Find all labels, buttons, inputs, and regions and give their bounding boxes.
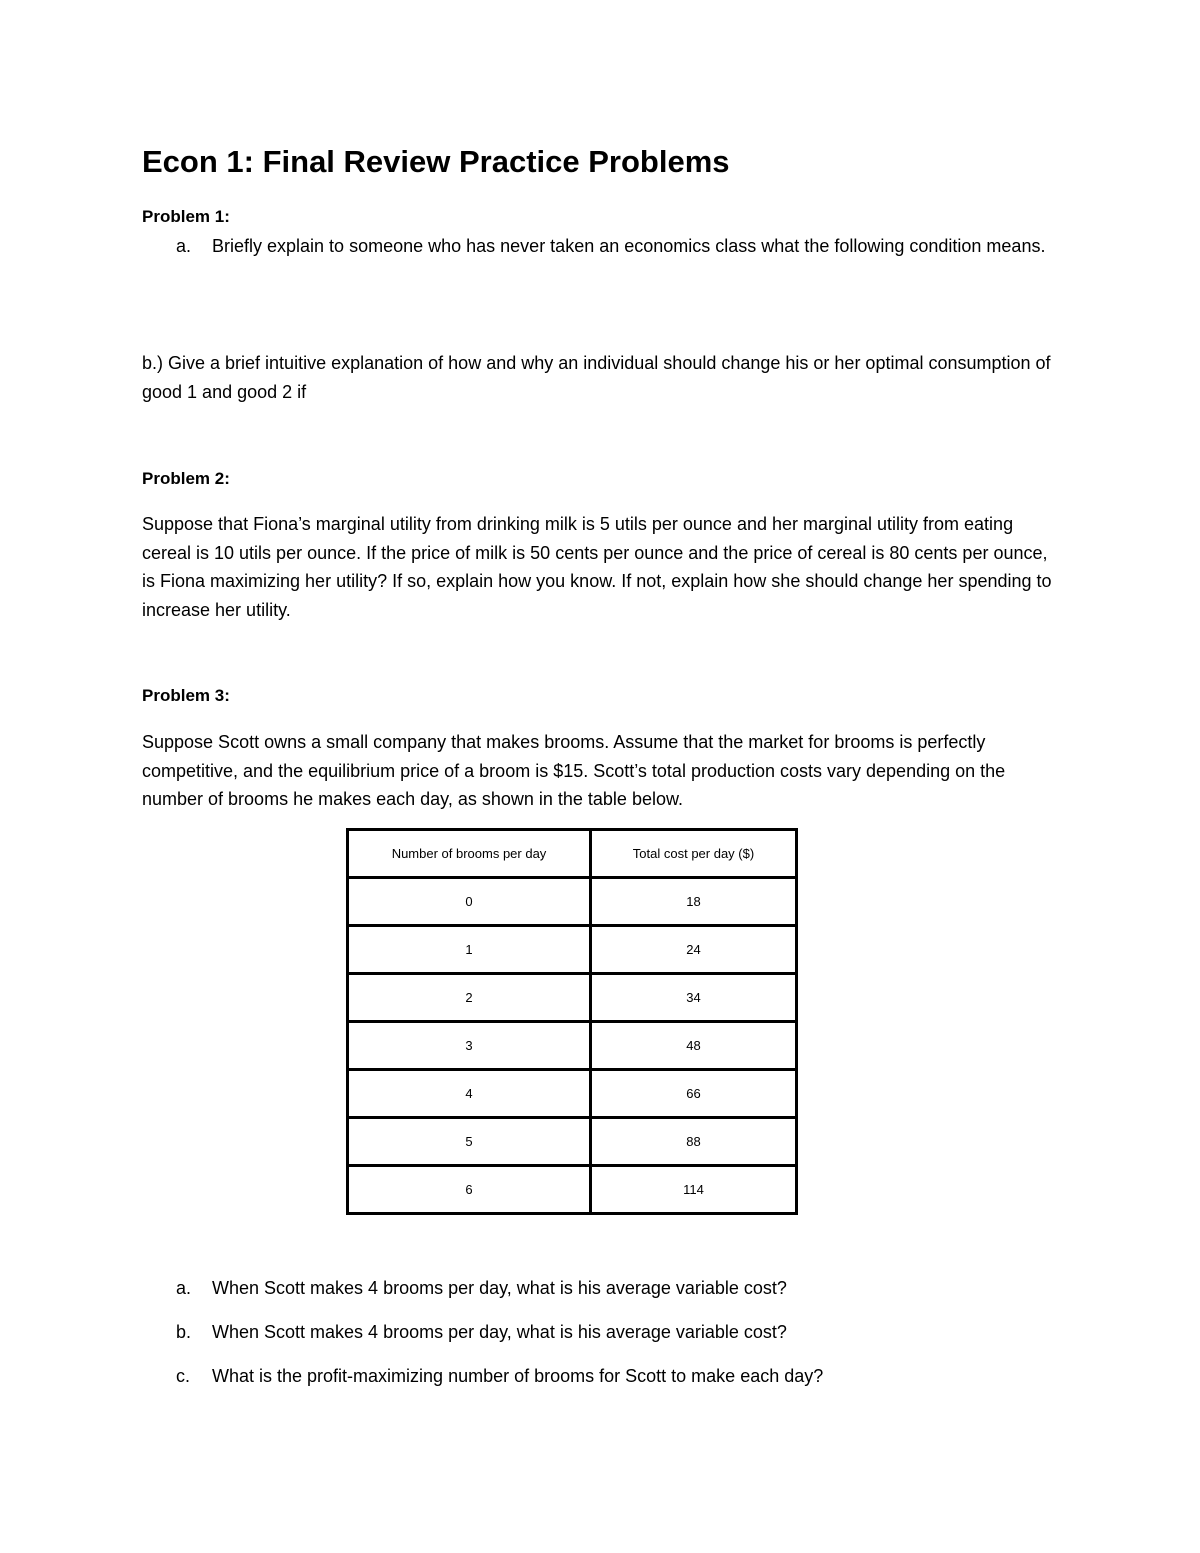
table-cell: 1 <box>348 926 591 974</box>
problem-3-question-a <box>142 1274 1057 1303</box>
table-cell: 24 <box>591 926 797 974</box>
table-cell: 0 <box>348 878 591 926</box>
problem-1-part-a <box>142 232 1057 261</box>
table-header-brooms: Number of brooms per day <box>348 830 591 878</box>
document-title: Econ 1: Final Review Practice Problems <box>142 144 730 179</box>
list-marker: a. <box>176 236 192 256</box>
table-row <box>348 878 797 926</box>
table-cell: 88 <box>591 1118 797 1166</box>
question-text: When Scott makes 4 brooms per day, what is his average variable cost? <box>212 1278 787 1298</box>
table-cell: 3 <box>348 1022 591 1070</box>
table-row <box>348 1022 797 1070</box>
table-cell: 5 <box>348 1118 591 1166</box>
table-cell: 66 <box>591 1070 797 1118</box>
cost-table <box>346 828 798 1215</box>
table-cell: 48 <box>591 1022 797 1070</box>
problem-2-heading: Problem 2: <box>142 469 230 488</box>
problem-1-heading: Problem 1: <box>142 207 230 226</box>
table-row <box>348 1118 797 1166</box>
list-marker: a. <box>176 1278 192 1298</box>
table-cell: 114 <box>591 1166 797 1214</box>
question-text: When Scott makes 4 brooms per day, what is his average variable cost? <box>212 1322 787 1342</box>
problem-3-heading: Problem 3: <box>142 686 230 705</box>
table-cell: 18 <box>591 878 797 926</box>
table-cell: 6 <box>348 1166 591 1214</box>
problem-3-question-b <box>142 1318 1057 1347</box>
table-cell: 34 <box>591 974 797 1022</box>
table-row <box>348 926 797 974</box>
table-header-row <box>348 830 797 878</box>
problem-1-part-a-text: Briefly explain to someone who has never taken an economics class what the following condition means. <box>212 236 1046 256</box>
problem-3-question-c <box>142 1362 1057 1391</box>
table-cell: 2 <box>348 974 591 1022</box>
table-cell: 4 <box>348 1070 591 1118</box>
problem-2-text: Suppose that Fiona’s marginal utility from drinking milk is 5 utils per ounce and her marginal utility from eating cereal is 10 utils per ounce. If the price of milk is 50 cents per ounce and the price of cereal is 80 cents per ounce, is Fiona maximizing her utility? If so, explain how you know. If not, explain how she should change her spending to increase her utility. <box>142 514 1052 620</box>
problem-1-part-b-text: b.) Give a brief intuitive explanation of how and why an individual should change his or her optimal consumption of good 1 and good 2 if <box>142 353 1051 402</box>
list-marker: c. <box>176 1366 191 1386</box>
list-marker: b. <box>176 1322 192 1342</box>
problem-3-text: Suppose Scott owns a small company that makes brooms. Assume that the market for brooms is perfectly competitive, and the equilibrium price of a broom is $15. Scott’s total production costs vary depending on the number of brooms he makes each day, as shown in the table below. <box>142 732 1006 809</box>
table-row <box>348 1070 797 1118</box>
table-header-total-cost: Total cost per day ($) <box>591 830 797 878</box>
question-text: What is the profit-maximizing number of brooms for Scott to make each day? <box>212 1366 824 1386</box>
table-row <box>348 1166 797 1214</box>
table-row <box>348 974 797 1022</box>
